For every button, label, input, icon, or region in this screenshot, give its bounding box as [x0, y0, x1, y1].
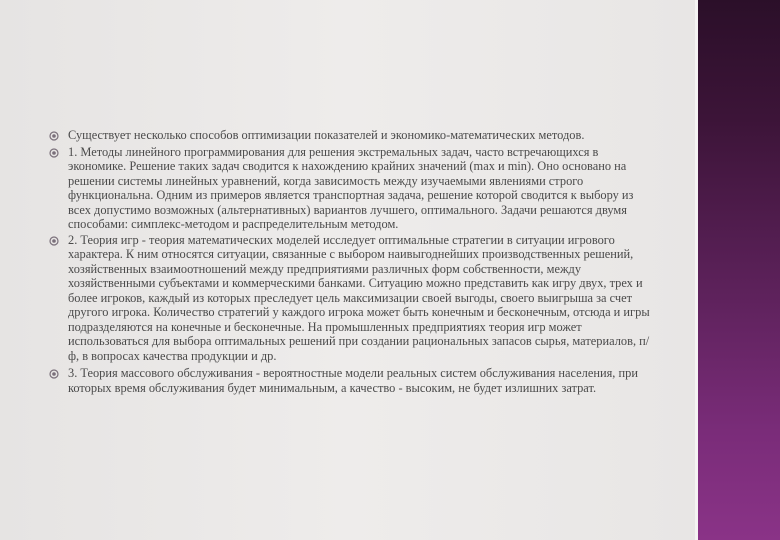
bullet-text: 2. Теория игр - теория математических моделей исследует оптимальные стратегии в ситуации игрового характера. К ним относятся ситуации, связанные с выбором наивыгоднейших производственных решений, хозяйственных взаимоотношений между предприятиями различных форм собственности, между хозяйственными субъектами и коммерческими банками. Ситуацию можно представить как игру двух, трех и более игроков, каждый из которых преследует цель максимизации своей выгоды, своего выигрыша за счет другого игрока. Количество стратегий у каждого игрока может быть конечным и бесконечным, отсюда и игры подразделяются на конечные и бесконечные. На промышленных предприятиях теория игр может использоваться для выбора оптимальных решений при создании рациональных запасов сырья, материалов, п/ф, в вопросах качества продукции и др.	[68, 232, 650, 363]
bullet-list	[50, 128, 655, 397]
bullet-item	[50, 366, 655, 395]
bullet-text: Существует несколько способов оптимизации показателей и экономико-математических методов.	[68, 128, 585, 142]
bullet-item	[50, 233, 655, 364]
circled-dot-icon	[49, 236, 59, 246]
circled-dot-icon	[49, 148, 59, 158]
decorative-side-bar	[695, 0, 780, 540]
circled-dot-icon	[49, 369, 59, 379]
bullet-item	[50, 145, 655, 232]
circled-dot-icon	[49, 131, 59, 141]
bullet-text: 3. Теория массового обслуживания - вероятностные модели реальных систем обслуживания населения, при которых время обслуживания будет минимальным, а качество - высоким, не будет излишних затрат.	[68, 366, 638, 395]
bullet-item	[50, 128, 655, 143]
bullet-text: 1. Методы линейного программирования для решения экстремальных задач, часто встречающихся в экономике. Решение таких задач сводится к нахождению крайних значений (max и min). Оно основано на решении системы линейных уравнений, когда зависимость между изучаемыми явлениями строго функциональна. Одним из примеров является транспортная задача, решение которой сводится к выбору из всех допустимо возможных (альтернативных) вариантов лучшего, оптимального. Задачи решаются двумя способами: симплекс-методом и распределительным методом.	[68, 144, 634, 231]
side-bar-divider	[695, 0, 698, 540]
